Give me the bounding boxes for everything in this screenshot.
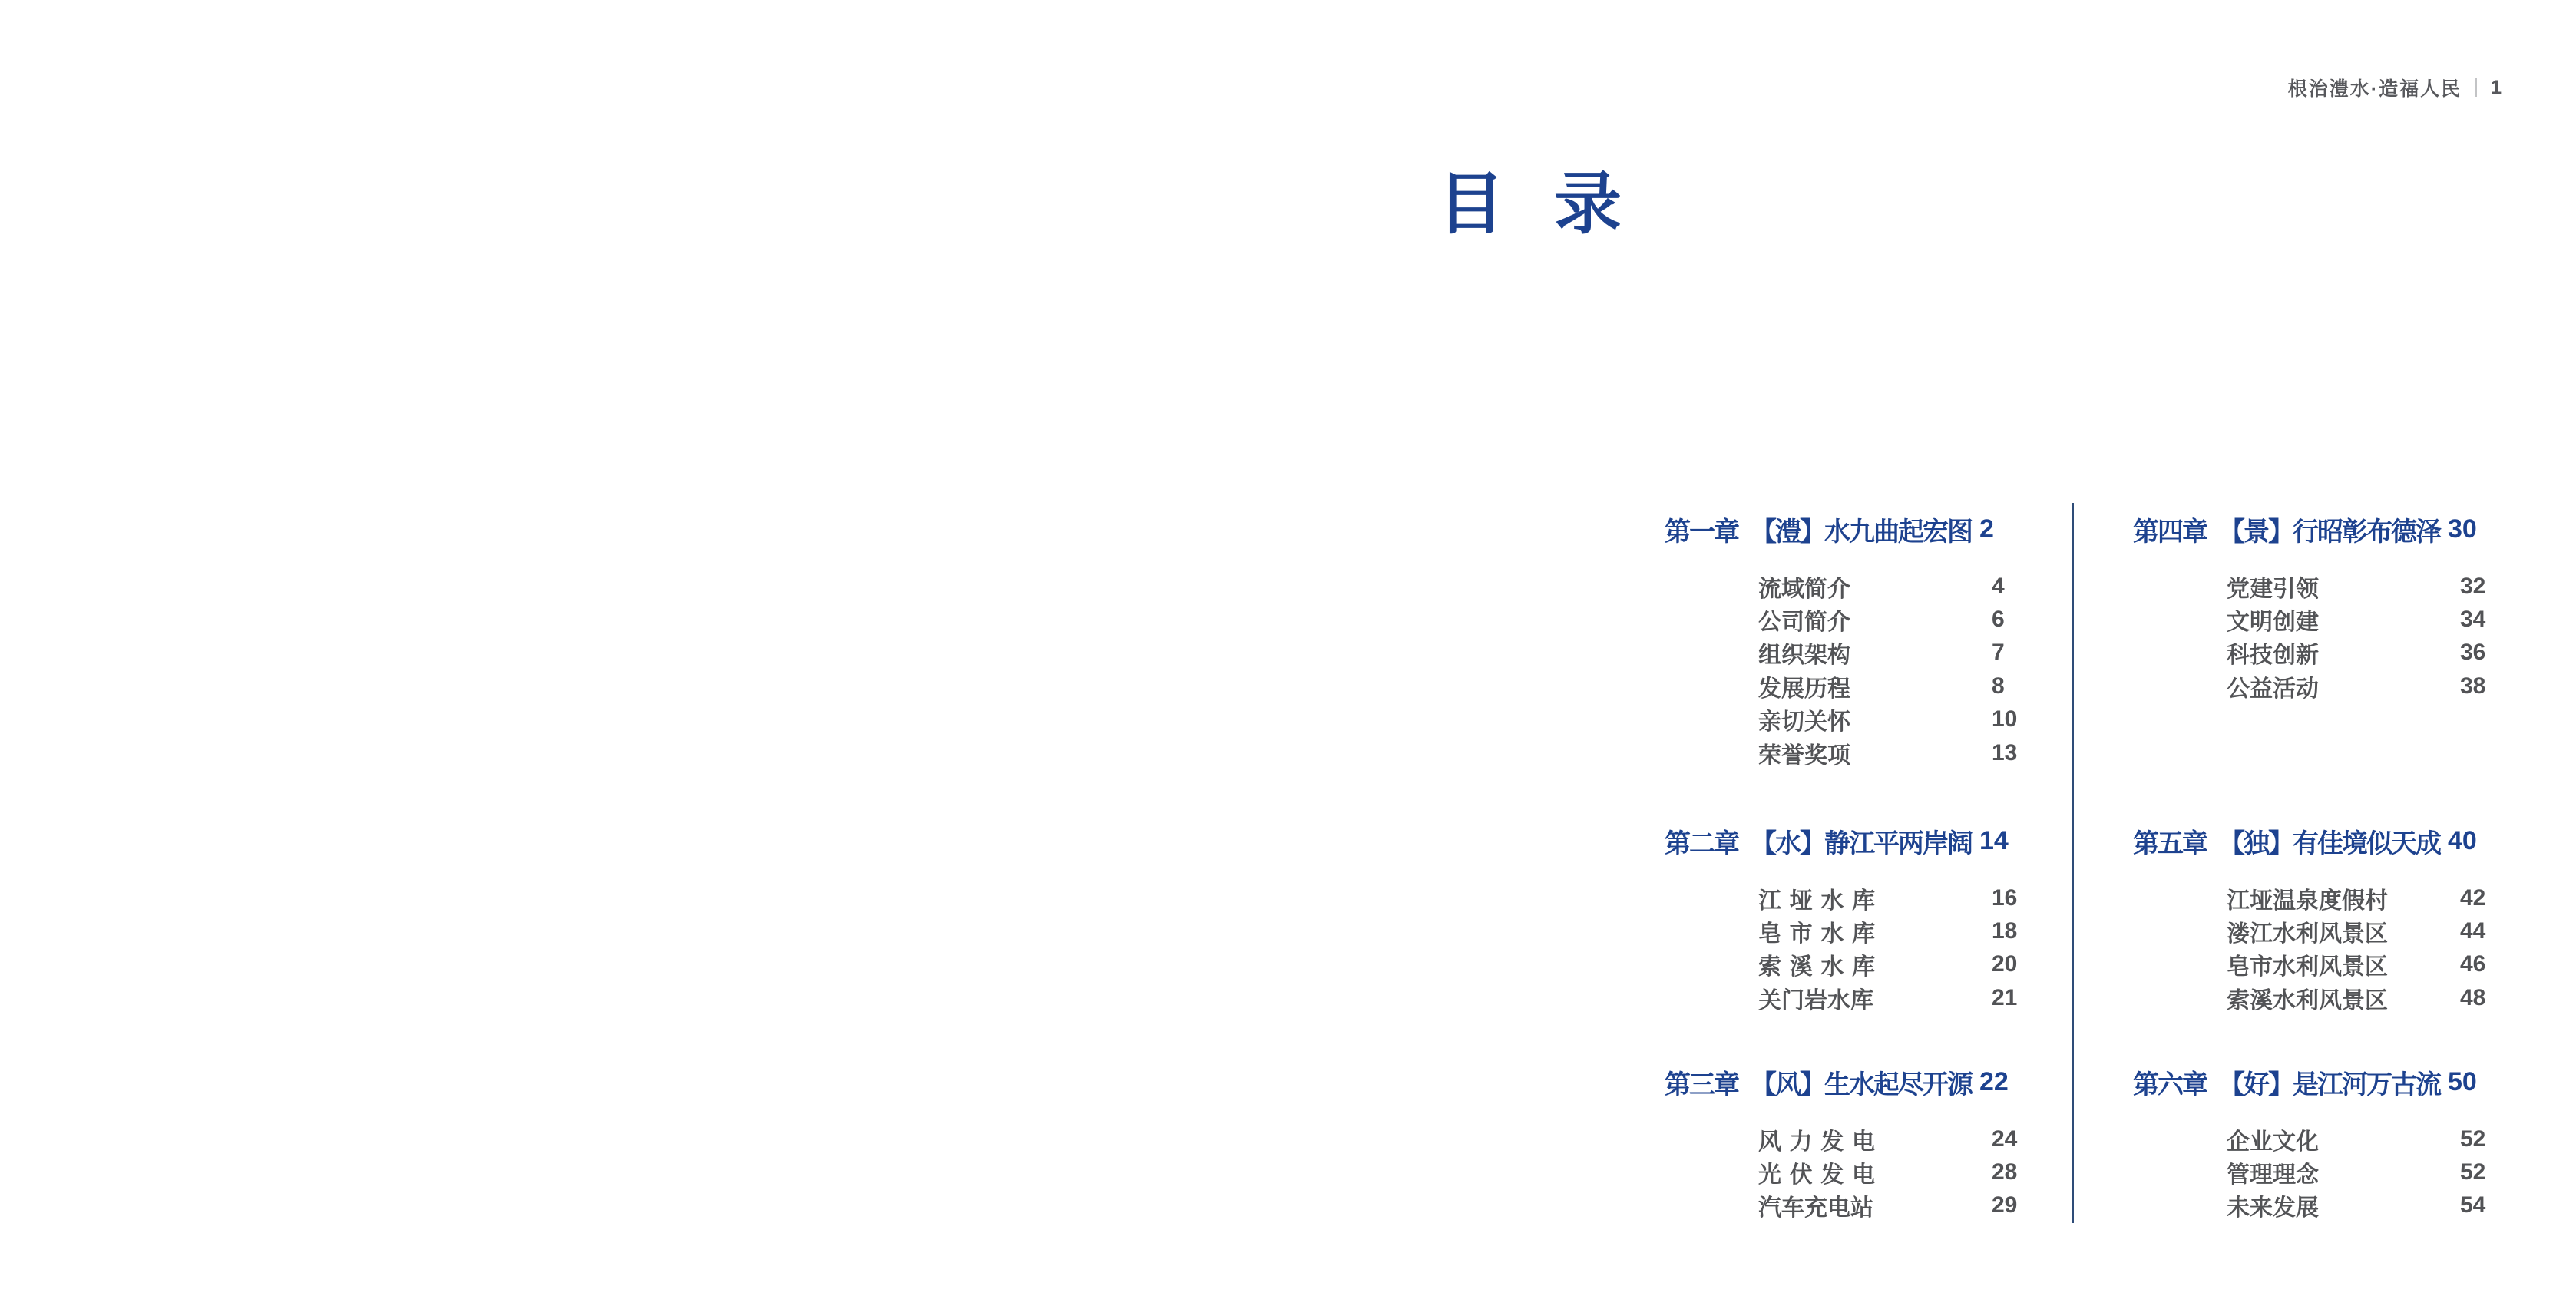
toc-item-label: 江垭水库 <box>1758 888 1875 914</box>
toc-item-row <box>1665 636 2019 670</box>
toc-item-page: 28 <box>1992 1159 2018 1185</box>
page-title <box>1437 166 1622 242</box>
toc-item-page: 38 <box>2460 673 2486 699</box>
toc-column-right <box>2133 511 2488 1233</box>
chapter-label: 第二章 <box>1665 828 1738 858</box>
toc-item-page: 18 <box>1992 918 2018 944</box>
toc-item-page: 36 <box>2460 640 2486 666</box>
chapter-page-number: 22 <box>1979 1066 2009 1096</box>
toc-item-row <box>1665 914 2019 947</box>
chapter-items <box>2133 881 2488 1015</box>
toc-item-row <box>2133 1122 2488 1156</box>
toc-item-row <box>2133 881 2488 914</box>
toc-item-label: 流域简介 <box>1758 576 1850 602</box>
chapter-title: 【风】生水起尽开源 <box>1751 1070 1972 1099</box>
toc-item-row <box>1665 703 2019 736</box>
chapter-1 <box>1665 511 2019 769</box>
toc-item-label: 江垭温泉度假村 <box>2227 888 2388 914</box>
toc-item-label: 关门岩水库 <box>1758 987 1873 1013</box>
toc-item-row <box>1665 1156 2019 1189</box>
toc-item-row <box>2133 570 2488 603</box>
toc-item-page: 24 <box>1992 1126 2018 1152</box>
toc-item-row <box>2133 948 2488 981</box>
toc-item-page: 21 <box>1992 984 2018 1010</box>
header-slogan: 根治澧水·造福人民 <box>2287 78 2462 100</box>
chapter-items <box>1665 881 2019 1015</box>
chapter-items <box>1665 570 2019 769</box>
toc-item-page: 7 <box>1992 640 2005 666</box>
chapter-4 <box>2133 511 2488 703</box>
toc-item-row <box>1665 736 2019 769</box>
header-page-number: 1 <box>2491 76 2503 98</box>
toc-item-page: 46 <box>2460 951 2486 977</box>
toc-item-row <box>1665 670 2019 703</box>
toc-item-page: 10 <box>1992 706 2018 732</box>
toc-item-page: 13 <box>1992 739 2018 765</box>
toc-item-page: 6 <box>1992 607 2005 633</box>
table-of-contents <box>1665 511 2488 1233</box>
chapter-label: 第三章 <box>1665 1070 1738 1099</box>
chapter-page-number: 2 <box>1979 514 1994 544</box>
toc-item-label: 亲切关怀 <box>1758 709 1850 736</box>
page-title-char-2: 录 <box>1554 166 1622 242</box>
toc-item-row <box>1665 1122 2019 1156</box>
toc-item-label: 党建引领 <box>2227 576 2319 602</box>
toc-item-page: 32 <box>2460 573 2486 599</box>
chapter-page-number: 40 <box>2448 825 2477 855</box>
toc-item-row <box>1665 881 2019 914</box>
chapter-page-number: 14 <box>1979 825 2009 855</box>
chapter-items <box>2133 570 2488 703</box>
toc-item-page: 48 <box>2460 984 2486 1010</box>
toc-item-label: 皂市水利风景区 <box>2227 954 2388 980</box>
chapter-title: 【澧】水九曲起宏图 <box>1751 517 1972 547</box>
toc-item-page: 52 <box>2460 1159 2486 1185</box>
toc-item-label: 组织架构 <box>1758 643 1850 669</box>
chapter-items <box>2133 1122 2488 1222</box>
toc-item-page: 4 <box>1992 573 2005 599</box>
toc-item-row <box>1665 570 2019 603</box>
toc-item-page: 16 <box>1992 884 2018 911</box>
chapter-title: 【独】有佳境似天成 <box>2219 828 2440 858</box>
toc-item-row <box>2133 914 2488 947</box>
toc-item-label: 未来发展 <box>2227 1195 2319 1222</box>
toc-item-label: 索溪水库 <box>1758 954 1875 980</box>
toc-item-row <box>2133 1156 2488 1189</box>
toc-item-label: 管理理念 <box>2227 1162 2319 1189</box>
toc-item-row <box>2133 603 2488 636</box>
toc-item-label: 发展历程 <box>1758 676 1850 702</box>
toc-item-row <box>1665 1189 2019 1222</box>
toc-item-label: 皂市水库 <box>1758 921 1875 947</box>
toc-item-label: 公司简介 <box>1758 610 1850 636</box>
toc-item-page: 44 <box>2460 918 2486 944</box>
page-title-char-1: 目 <box>1437 166 1506 242</box>
toc-item-row <box>2133 670 2488 703</box>
chapter-label: 第五章 <box>2133 828 2207 858</box>
toc-item-page: 20 <box>1992 951 2018 977</box>
toc-item-label: 荣誉奖项 <box>1758 742 1850 769</box>
toc-item-label: 索溪水利风景区 <box>2227 987 2388 1013</box>
chapter-label: 第六章 <box>2133 1070 2207 1099</box>
chapter-heading <box>2133 823 2488 858</box>
toc-item-row <box>1665 603 2019 636</box>
column-divider <box>2072 503 2074 1223</box>
chapter-6 <box>2133 1064 2488 1222</box>
chapter-heading <box>1665 1064 2019 1099</box>
header-divider <box>2475 78 2477 97</box>
chapter-2 <box>1665 823 2019 1015</box>
toc-item-row <box>2133 981 2488 1014</box>
toc-column-left <box>1665 511 2019 1233</box>
toc-item-label: 企业文化 <box>2227 1129 2319 1155</box>
toc-item-label: 风力发电 <box>1758 1129 1875 1155</box>
chapter-title: 【景】行昭彰布德泽 <box>2219 517 2440 547</box>
toc-item-page: 34 <box>2460 607 2486 633</box>
chapter-page-number: 30 <box>2448 514 2477 544</box>
chapter-label: 第一章 <box>1665 517 1738 547</box>
chapter-items <box>1665 1122 2019 1222</box>
toc-item-label: 科技创新 <box>2227 643 2319 669</box>
toc-item-row <box>2133 636 2488 670</box>
toc-item-page: 29 <box>1992 1192 2018 1218</box>
chapter-title: 【好】是江河万古流 <box>2219 1070 2440 1099</box>
toc-item-label: 汽车充电站 <box>1758 1195 1873 1222</box>
chapter-heading <box>1665 823 2019 858</box>
chapter-heading <box>1665 511 2019 547</box>
toc-item-page: 54 <box>2460 1192 2486 1218</box>
chapter-5 <box>2133 823 2488 1015</box>
chapter-label: 第四章 <box>2133 517 2207 547</box>
toc-item-label: 光伏发电 <box>1758 1162 1875 1189</box>
toc-item-page: 42 <box>2460 884 2486 911</box>
chapter-page-number: 50 <box>2448 1066 2477 1096</box>
chapter-3 <box>1665 1064 2019 1222</box>
toc-item-label: 文明创建 <box>2227 610 2319 636</box>
toc-item-row <box>1665 981 2019 1014</box>
toc-item-page: 8 <box>1992 673 2005 699</box>
chapter-title: 【水】静江平两岸阔 <box>1751 828 1972 858</box>
toc-item-row <box>2133 1189 2488 1222</box>
toc-item-page: 52 <box>2460 1126 2486 1152</box>
chapter-heading <box>2133 1064 2488 1099</box>
toc-item-label: 公益活动 <box>2227 676 2319 702</box>
chapter-heading <box>2133 511 2488 547</box>
toc-item-row <box>1665 948 2019 981</box>
toc-item-label: 溇江水利风景区 <box>2227 921 2388 947</box>
page-header <box>2288 74 2503 101</box>
